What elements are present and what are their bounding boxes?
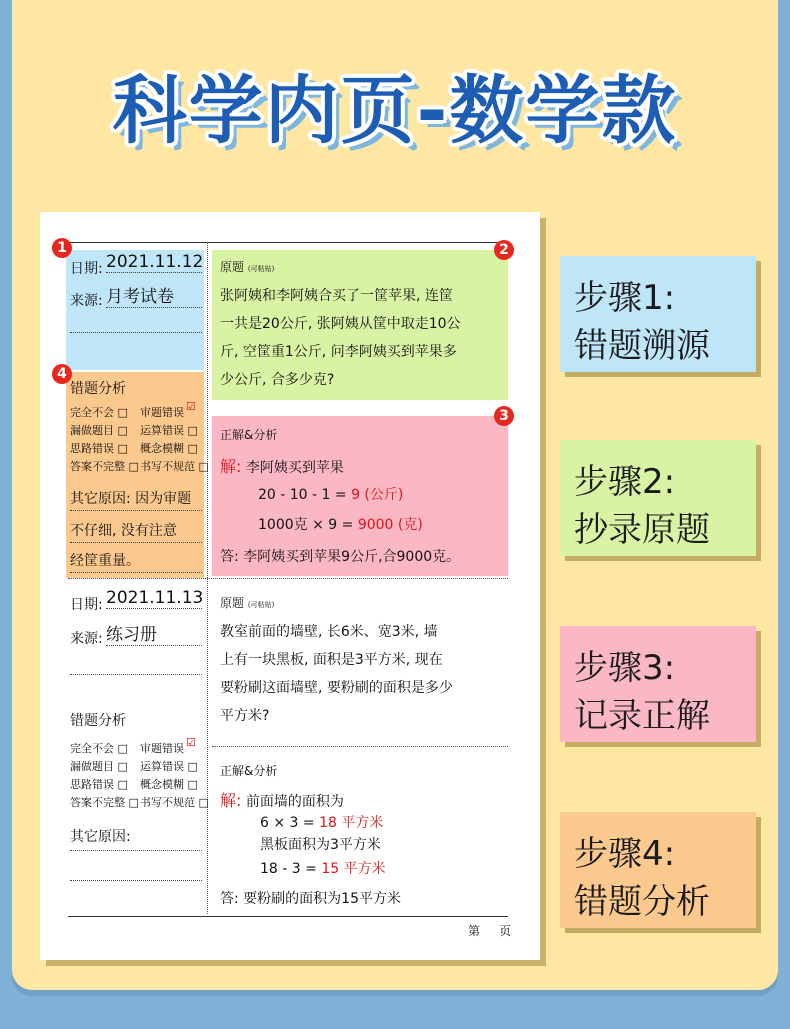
- check-item: 答案不完整 □: [70, 796, 139, 809]
- analysis-label-2: 错题分析: [70, 713, 126, 729]
- marker-2: 2: [494, 240, 514, 260]
- step-desc: 错题溯源: [574, 326, 710, 366]
- answer-line-2: 答: 要粉刷的面积为15平方米: [220, 891, 401, 907]
- check-item: 概念模糊 □: [140, 442, 198, 455]
- check-item: 答案不完整 □: [70, 460, 139, 473]
- source-label-1: 来源:: [70, 293, 103, 309]
- other-reason-label-2: 其它原因:: [70, 829, 131, 845]
- step-title: 步骤4:: [574, 834, 676, 874]
- checkmark-icon: ☑: [186, 736, 196, 749]
- page-number-label: 第 页: [468, 924, 512, 938]
- top-rule: [68, 242, 508, 243]
- check-item: 审题错误: [140, 742, 184, 755]
- date-value-1: 2021.11.12: [106, 252, 204, 272]
- source-value-2: 练习册: [106, 620, 202, 646]
- blank-line: [70, 332, 202, 333]
- blank-line: [70, 880, 202, 881]
- bottom-rule: [68, 916, 508, 917]
- check-item: 运算错误 □: [140, 424, 198, 437]
- check-item: 漏做题目 □: [70, 424, 128, 437]
- calc-line-1: 20 - 10 - 1 = 9 (公斤): [258, 487, 404, 503]
- date-label-1: 日期:: [70, 261, 103, 277]
- marker-4: 4: [52, 364, 72, 384]
- check-item: 漏做题目 □: [70, 760, 128, 773]
- other-reason-line: 不仔细, 没有注意: [70, 520, 202, 543]
- check-item: 运算错误 □: [140, 760, 198, 773]
- analysis-label-1: 错题分析: [70, 381, 126, 397]
- check-item: 书写不规范 □: [140, 796, 209, 809]
- step-title: 步骤1:: [574, 278, 676, 318]
- analysis-box-1: [66, 372, 204, 578]
- step-title: 步骤3:: [574, 648, 676, 688]
- step-card-2: [560, 440, 756, 556]
- calc-line-2: 1000克 × 9 = 9000 (克): [258, 517, 423, 533]
- check-item: 书写不规范 □: [140, 460, 209, 473]
- check-item: 完全不会 □: [70, 742, 128, 755]
- source-value-1: 月考试卷: [106, 282, 202, 308]
- step-card-1: [560, 256, 756, 372]
- question-label-1: 原题 (可粘贴): [220, 260, 275, 274]
- answer-line-1: 答: 李阿姨买到苹果9公斤,合9000克。: [220, 549, 461, 565]
- check-item: 审题错误: [140, 406, 184, 419]
- solution-label-1: 正解&分析: [220, 428, 278, 442]
- question-label-2: 原题 (可粘贴): [220, 596, 275, 610]
- solve-line-2: 解: 前面墙的面积为: [220, 791, 344, 810]
- calc-line-3: 6 × 3 = 18 平方米: [260, 815, 384, 831]
- step-desc: 记录正解: [574, 696, 710, 736]
- date-label-2: 日期:: [70, 597, 103, 613]
- calc-line-5: 18 - 3 = 15 平方米: [260, 861, 386, 877]
- question-text-1: 张阿姨和李阿姨合买了一筐苹果, 连筐 一共是20公斤, 张阿姨从筐中取走10公 斤, 空筐重1公斤, 问李阿姨买到苹果多 少公斤, 合多少克?: [220, 288, 461, 388]
- marker-3: 3: [494, 406, 514, 426]
- question-solution-separator: [212, 746, 508, 747]
- check-item: 思路错误 □: [70, 442, 128, 455]
- step-card-4: [560, 812, 756, 928]
- check-item: 概念模糊 □: [140, 778, 198, 791]
- blank-line: [70, 674, 202, 675]
- solution-label-2: 正解&分析: [220, 764, 278, 778]
- date-value-2: 2021.11.13: [106, 588, 204, 608]
- question-text-2: 教室前面的墙壁, 长6米、宽3米, 墙 上有一块黑板, 面积是3平方米, 现在 要粉刷这面墙壁, 要粉刷的面积是多少 平方米?: [220, 624, 453, 724]
- other-reason-line: 其它原因: 因为审题: [70, 488, 202, 511]
- check-item: 完全不会 □: [70, 406, 128, 419]
- source-label-2: 来源:: [70, 631, 103, 647]
- check-item: 思路错误 □: [70, 778, 128, 791]
- other-reason-line: 经筐重量。: [70, 550, 202, 573]
- marker-1: 1: [52, 238, 72, 258]
- entry-separator: [68, 578, 508, 579]
- notebook-page: [40, 212, 540, 960]
- blank-line: [70, 850, 202, 851]
- step-desc: 错题分析: [574, 882, 710, 922]
- step-card-3: [560, 626, 756, 742]
- page-title: 科学内页-数学款: [112, 68, 678, 154]
- solve-line-1: 解: 李阿姨买到苹果: [220, 457, 344, 476]
- calc-line-4: 黑板面积为3平方米: [260, 837, 381, 853]
- checkmark-icon: ☑: [186, 400, 196, 413]
- step-title: 步骤2:: [574, 462, 676, 502]
- step-desc: 抄录原题: [574, 510, 710, 550]
